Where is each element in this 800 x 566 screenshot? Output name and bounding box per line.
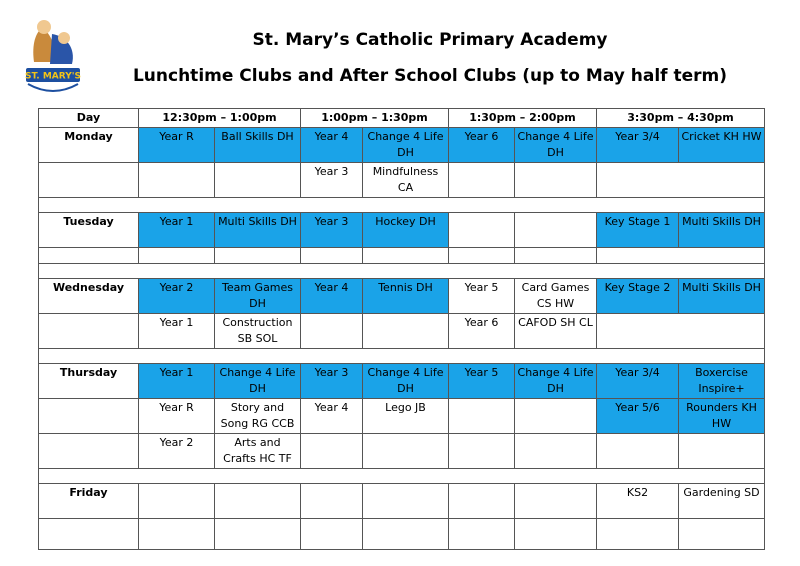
club-cell — [515, 213, 597, 248]
club-cell — [597, 314, 765, 349]
club-cell: CAFOD SH CL — [515, 314, 597, 349]
year-cell: Year 4 — [301, 399, 363, 434]
table-row — [39, 364, 765, 399]
year-cell: Year 5 — [449, 279, 515, 314]
year-cell: Year 1 — [139, 364, 215, 399]
school-logo — [20, 14, 84, 102]
year-cell — [139, 163, 215, 198]
slot-header: 1:00pm – 1:30pm — [301, 109, 449, 128]
year-cell — [449, 163, 515, 198]
club-cell: Arts and Crafts HC TF — [215, 434, 301, 469]
year-cell: Year R — [139, 128, 215, 163]
club-cell — [363, 434, 449, 469]
club-cell: Lego JB — [363, 399, 449, 434]
year-cell: Year 3 — [301, 213, 363, 248]
day-label: Wednesday — [39, 279, 139, 314]
year-cell: Key Stage 1 — [597, 213, 679, 248]
year-cell — [301, 314, 363, 349]
club-cell: Hockey DH — [363, 213, 449, 248]
club-cell: Card Games CS HW — [515, 279, 597, 314]
club-cell — [363, 314, 449, 349]
year-cell — [449, 213, 515, 248]
year-cell: Year 5/6 — [597, 399, 679, 434]
clubs-timetable — [38, 108, 765, 550]
club-cell — [515, 484, 597, 519]
table-row — [39, 399, 765, 434]
club-cell: Change 4 Life DH — [363, 128, 449, 163]
club-cell — [515, 163, 597, 198]
year-cell: Year 5 — [449, 364, 515, 399]
table-row — [39, 484, 765, 519]
day-cell-empty — [39, 314, 139, 349]
year-cell — [597, 434, 679, 469]
club-cell: Ball Skills DH — [215, 128, 301, 163]
year-cell: Year R — [139, 399, 215, 434]
day-cell-empty — [39, 163, 139, 198]
school-name: St. Mary’s Catholic Primary Academy — [252, 30, 608, 50]
year-cell: Year 4 — [301, 128, 363, 163]
day-cell-empty — [39, 399, 139, 434]
year-cell: Year 3 — [301, 364, 363, 399]
table-row — [39, 279, 765, 314]
year-cell — [301, 484, 363, 519]
year-cell — [449, 399, 515, 434]
page-title: Lunchtime Clubs and After School Clubs (up to May half term) — [132, 66, 728, 86]
svg-text:ST. MARY'S: ST. MARY'S — [25, 71, 81, 82]
day-cell-empty — [39, 434, 139, 469]
year-cell — [449, 484, 515, 519]
year-cell: Year 4 — [301, 279, 363, 314]
club-cell: Change 4 Life DH — [515, 128, 597, 163]
club-cell: Multi Skills DH — [679, 279, 765, 314]
day-label: Thursday — [39, 364, 139, 399]
slot-header: 1:30pm – 2:00pm — [449, 109, 597, 128]
year-cell: Key Stage 2 — [597, 279, 679, 314]
day-label: Tuesday — [39, 213, 139, 248]
club-cell — [597, 163, 765, 198]
club-cell: Gardening SD — [679, 484, 765, 519]
club-cell — [515, 434, 597, 469]
club-cell — [679, 434, 765, 469]
club-cell: Construction SB SOL — [215, 314, 301, 349]
slot-header: 3:30pm – 4:30pm — [597, 109, 765, 128]
year-cell: Year 2 — [139, 434, 215, 469]
table-row — [39, 128, 765, 163]
table-row — [39, 314, 765, 349]
year-cell: Year 3 — [301, 163, 363, 198]
divider-row — [39, 469, 765, 484]
club-cell: Rounders KH HW — [679, 399, 765, 434]
year-cell: Year 3/4 — [597, 364, 679, 399]
header-row — [39, 109, 765, 128]
day-header: Day — [39, 109, 139, 128]
club-cell — [363, 484, 449, 519]
divider-row — [39, 198, 765, 213]
club-cell: Multi Skills DH — [215, 213, 301, 248]
year-cell: Year 6 — [449, 314, 515, 349]
year-cell — [139, 484, 215, 519]
club-cell: Mindfulness CA — [363, 163, 449, 198]
day-label: Monday — [39, 128, 139, 163]
day-label: Friday — [39, 484, 139, 519]
year-cell: Year 2 — [139, 279, 215, 314]
table-row — [39, 213, 765, 248]
club-cell: Change 4 Life DH — [363, 364, 449, 399]
year-cell: Year 3/4 — [597, 128, 679, 163]
club-cell: Story and Song RG CCB — [215, 399, 301, 434]
divider-row — [39, 349, 765, 364]
year-cell — [449, 434, 515, 469]
club-cell — [515, 399, 597, 434]
table-row — [39, 434, 765, 469]
table-row — [39, 519, 765, 550]
club-cell — [215, 163, 301, 198]
club-cell: Change 4 Life DH — [515, 364, 597, 399]
club-cell: Change 4 Life DH — [215, 364, 301, 399]
year-cell: Year 1 — [139, 314, 215, 349]
divider-row — [39, 264, 765, 279]
club-cell: Cricket KH HW — [679, 128, 765, 163]
club-cell: Boxercise Inspire+ — [679, 364, 765, 399]
table-row — [39, 163, 765, 198]
table-row — [39, 248, 765, 264]
year-cell — [301, 434, 363, 469]
club-cell — [215, 484, 301, 519]
year-cell: Year 1 — [139, 213, 215, 248]
club-cell: Team Games DH — [215, 279, 301, 314]
slot-header: 12:30pm – 1:00pm — [139, 109, 301, 128]
club-cell: Multi Skills DH — [679, 213, 765, 248]
year-cell: Year 6 — [449, 128, 515, 163]
year-cell: KS2 — [597, 484, 679, 519]
club-cell: Tennis DH — [363, 279, 449, 314]
